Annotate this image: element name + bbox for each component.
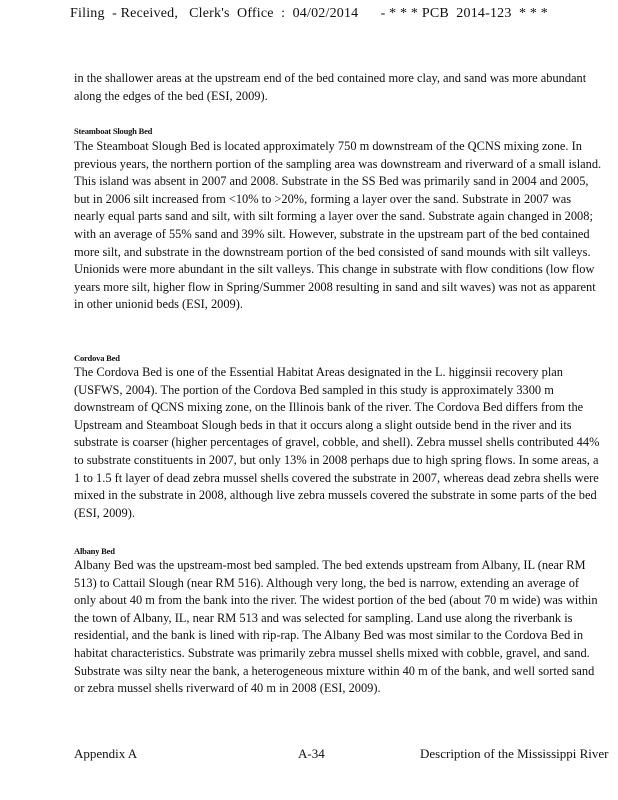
section-paragraph-cordova-text: The Cordova Bed is one of the Essential Habitat Areas designated in the L. higginsii recovery plan (USFWS, 2004). The portion of the Cordova Bed sampled in this study is approximately 3300 m downstream of QCNS mixing zone, on the Illinois bank of the river. The Cordova Bed differs from the Upstream and Steamboat Slough beds in that it occurs along a slight outside bend in the river and its substrate is coarser (higher percentages of gravel, cobble, and shell). Zebra mussel shells contributed 44% to substrate constituents in 2007, but only 13% in 2008 perhaps due to high spring flows. In some areas, a 1 to 1.5 ft layer of dead zebra mussel shells covered the substrate in 2007, whereas dead zebra shells were mixed in the substrate in 2008, although live zebra mussels covered the substrate in some parts of the bed (ESI, 2009). [74,365,600,520]
section-paragraph-steamboat-text: The Steamboat Slough Bed is located approximately 750 m downstream of the QCNS mixing zone. In previous years, the northern portion of the sampling area was downstream and riverward of a small island. This island was absent in 2007 and 2008. Substrate in the SS Bed was primarily sand in 2004 and 2005, but in 2006 silt increased from <10% to >20%, forming a layer over the sand. Substrate in 2007 was nearly equal parts sand and silt, with silt forming a layer over the sand. Substrate again changed in 2008; with an average of 55% sand and 39% silt. However, substrate in the upstream part of the bed contained more silt, and substrate in the downstream portion of the bed consisted of sand mounds with silt valleys. Unionids were more abundant in the silt valleys. This change in substrate with flow conditions (low flow years more silt, higher flow in Spring/Summer 2008 resulting in sand and silt waves) was not as apparent in other unionid beds (ESI, 2009). [74,139,602,312]
section-paragraph-steamboat [74,138,604,314]
footer-section-title: Description of the Mississippi River [420,746,609,761]
section-paragraph-albany [74,557,604,698]
footer-appendix-label: Appendix A [74,746,138,761]
intro-paragraph [74,70,604,105]
section-paragraph-albany-text: Albany Bed was the upstream-most bed sampled. The bed extends upstream from Albany, IL (near RM 513) to Cattail Slough (near RM 516). Although very long, the bed is narrow, extending an average of only about 40 m from the bank into the river. The widest portion of the bed (about 70 m wide) was within the town of Albany, IL, near RM 513 and was selected for sampling. Land use along the riverbank is residential, and the bank is lined with rip-rap. The Albany Bed was most similar to the Cordova Bed in habitat characteristics. Substrate was primarily zebra mussel shells mixed with cobble, gravel, and sand. Substrate was silty near the bank, a heterogeneous mixture within 40 m of the bank, and well sorted sand or zebra mussel shells riverward of 40 m in 2008 (ESI, 2009). [74,558,598,696]
intro-paragraph-text: in the shallower areas at the upstream end of the bed contained more clay, and sand was more abundant along the edges of the bed (ESI, 2009). [74,71,587,103]
section-heading-steamboat: Steamboat Slough Bed [74,126,153,136]
section-paragraph-cordova [74,364,604,522]
footer-page-number: A-34 [298,746,325,761]
filing-header: Filing - Received, Clerk's Office : 04/02/2014 - * * * PCB 2014-123 * * * [70,6,548,21]
section-heading-cordova: Cordova Bed [74,353,120,363]
section-heading-albany: Albany Bed [74,546,115,556]
